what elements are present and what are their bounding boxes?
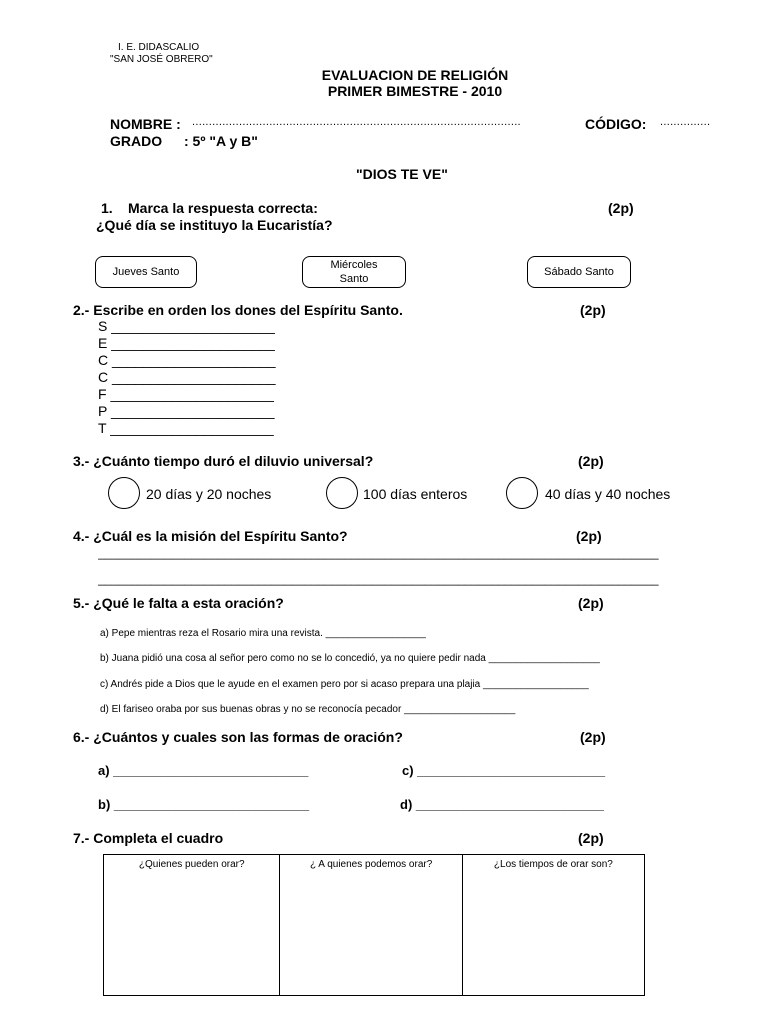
q7-column-quienes[interactable] — [104, 855, 280, 996]
q1-option-label: Jueves Santo — [112, 266, 180, 278]
q5-item-a[interactable]: a) Pepe mientras reza el Rosario mira una revista. __________________ — [100, 628, 426, 639]
q7-column-header: ¿ A quienes podemos orar? — [309, 859, 433, 870]
codigo-field[interactable]: ............... — [660, 116, 711, 128]
don-blank: _____________________ — [111, 335, 275, 351]
don-letter: P — [98, 403, 108, 419]
don-blank: _____________________ — [112, 352, 276, 368]
q5-item-b[interactable]: b) Juana pidió una cosa al señor pero como no se lo concedió, ya no quiere pedir nada ____________________ — [100, 653, 600, 664]
q7-title: 7.- Completa el cuadro — [73, 830, 224, 846]
don-row[interactable] — [98, 318, 275, 334]
q7-column-header: ¿Los tiempos de orar son? — [493, 859, 613, 870]
q3-option-label: 40 días y 40 noches — [545, 486, 671, 502]
don-letter: S — [98, 318, 108, 334]
q3-title: 3.- ¿Cuánto tiempo duró el diluvio universal? — [73, 453, 374, 469]
q3-option-circle-2[interactable] — [326, 477, 358, 509]
q1-number: 1. — [101, 200, 113, 216]
q2-points: (2p) — [580, 302, 606, 318]
don-blank: _____________________ — [110, 420, 274, 436]
q7-column-a-quienes[interactable] — [280, 855, 462, 996]
q1-option-miercoles[interactable] — [302, 256, 406, 288]
school-subname: "SAN JOSÉ OBRERO" — [110, 54, 213, 65]
q5-points: (2p) — [578, 595, 604, 611]
q2-title: 2.- Escribe en orden los dones del Espíritu Santo. — [73, 302, 403, 318]
theme-title: "DIOS TE VE" — [356, 166, 448, 182]
don-row[interactable] — [98, 369, 276, 385]
grado-value: : 5º "A y B" — [184, 133, 258, 149]
exam-subtitle: PRIMER BIMESTRE - 2010 — [327, 83, 503, 99]
q7-column-tiempos[interactable] — [462, 855, 644, 996]
q4-points: (2p) — [576, 528, 602, 544]
don-letter: F — [98, 386, 107, 402]
q1-points: (2p) — [608, 200, 634, 216]
don-blank: _____________________ — [112, 369, 276, 385]
nombre-field[interactable]: .................................................................................................. — [192, 116, 521, 128]
q5-item-d[interactable]: d) El fariseo oraba por sus buenas obras y no se reconocía pecador ____________________ — [100, 704, 516, 715]
q1-option-sabado[interactable] — [527, 256, 631, 288]
don-row[interactable] — [98, 386, 274, 402]
q4-answer-line-1[interactable]: ____________________________________________________________________________________ — [98, 546, 659, 560]
q1-instruction: Marca la respuesta correcta: — [128, 200, 318, 216]
exam-title: EVALUACION DE RELIGIÓN — [321, 67, 509, 83]
q6-points: (2p) — [580, 729, 606, 745]
don-letter: E — [98, 335, 108, 351]
q4-title: 4.- ¿Cuál es la misión del Espíritu Santo? — [73, 528, 348, 544]
codigo-label: CÓDIGO: — [585, 116, 647, 132]
don-letter: C — [98, 352, 109, 368]
q1-option-label: Miércoles Santo — [330, 259, 378, 285]
q3-option-label: 20 días y 20 noches — [146, 486, 272, 502]
don-blank: _____________________ — [110, 386, 274, 402]
q3-option-label: 100 días enteros — [363, 486, 468, 502]
nombre-label: NOMBRE : — [110, 116, 181, 132]
q1-question: ¿Qué día se instituyo la Eucaristía? — [96, 217, 333, 233]
q6-answer-c[interactable]: c) __________________________ — [402, 763, 606, 778]
q6-answer-a[interactable]: a) ___________________________ — [98, 763, 309, 778]
don-blank: _____________________ — [110, 403, 275, 419]
q4-answer-line-2[interactable]: ____________________________________________________________________________________ — [98, 572, 659, 586]
don-row[interactable] — [98, 420, 274, 436]
don-letter: T — [98, 420, 107, 436]
don-blank: _____________________ — [111, 318, 275, 334]
q1-option-label: Sábado Santo — [544, 266, 614, 278]
school-name: I. E. DIDASCALIO — [118, 42, 200, 53]
q3-points: (2p) — [578, 453, 604, 469]
q6-answer-b[interactable]: b) ___________________________ — [98, 797, 310, 812]
grado-label: GRADO — [110, 133, 163, 149]
q1-option-jueves[interactable] — [95, 256, 197, 288]
q5-item-c[interactable]: c) Andrés pide a Dios que le ayude en el examen pero por si acaso prepara una plajia ___________________ — [100, 679, 589, 690]
q3-option-circle-1[interactable] — [108, 477, 140, 509]
don-row[interactable] — [98, 352, 276, 368]
q3-option-circle-3[interactable] — [506, 477, 538, 509]
don-letter: C — [98, 369, 109, 385]
q6-title: 6.- ¿Cuántos y cuales son las formas de oración? — [73, 729, 403, 745]
q7-column-header: ¿Quienes pueden orar? — [138, 859, 245, 870]
q7-points: (2p) — [578, 830, 604, 846]
q7-table — [103, 854, 645, 996]
q5-title: 5.- ¿Qué le falta a esta oración? — [73, 595, 284, 611]
don-row[interactable] — [98, 335, 275, 351]
q6-answer-d[interactable]: d) __________________________ — [400, 797, 604, 812]
don-row[interactable] — [98, 403, 275, 419]
